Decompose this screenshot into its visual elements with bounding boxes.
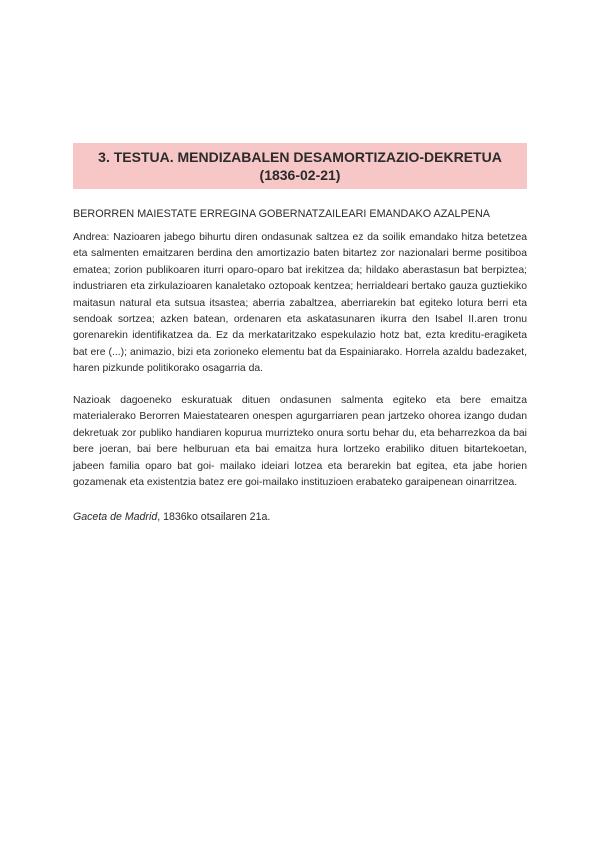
title-banner	[73, 143, 527, 189]
source-citation	[73, 509, 527, 525]
source-date: , 1836ko otsailaren 21a.	[157, 511, 271, 523]
document-title: 3. TESTUA. MENDIZABALEN DESAMORTIZAZIO-DEKRETUA	[98, 149, 502, 165]
paragraph-1: Andrea: Nazioaren jabego bihurtu diren ondasunak saltzea ez da soilik emandako hitza betetzea eta salmenten emaitzaren berdina den amortizazio baten bitartez zor nazionalari berme positiboa ematea; zorion publikoaren iturri oparo-oparo bat irekitzea da; hildako aberastasun bat berpiztea; industriaren eta zirkulazioaren kanaletako oztopoak kentzea; herrialdeari bertako gauza guztiekiko maitasun natural eta sutsua itsastea; aberria zabaltzea, aberriarekin bat egiteko lotura berri eta sendoak sortzea; azken batean, ordenaren eta askatasunaren ikurra den Isabel II.aren tronu gorenarekin identifikatzea da. Ez da merkataritzako espekulazio hotz bat, ezta kreditu-eragiketa bat ere (...); animazio, bizi eta zorioneko elementu bat da Espainiarako. Horrela azaldu badezaket, haren pizkunde politikorako osagarria da.	[73, 232, 527, 375]
document-date: (1836-02-21)	[259, 167, 341, 183]
source-publication: Gaceta de Madrid	[73, 511, 158, 523]
paragraph-2: Nazioak dagoeneko eskuratuak dituen ondasunen salmenta egiteko eta bere emaitza materialerako Berorren Maiestatearen onespen agurgarriaren pean jartzeko ohorea izango dudan dekretuak zor publiko handiaren kopurua murrizteko onura sortu behar du, eta beharrezkoa da bai bere joeran, bai bere helburuan eta bai emaitza hura lortzeko erabiliko dituen bitartekoetan, jabeen familia oparo bat goi- mailako ideiari lotzea eta berarekin bat egitea, eta jabe horien gozamenak eta existentzia batez ere goi-mailako instituzioen erabateko garaipenean oinarritzea.	[73, 395, 527, 489]
document-subtitle: BERORREN MAIESTATE ERREGINA GOBERNATZAILEARI EMANDAKO AZALPENA	[73, 208, 490, 220]
